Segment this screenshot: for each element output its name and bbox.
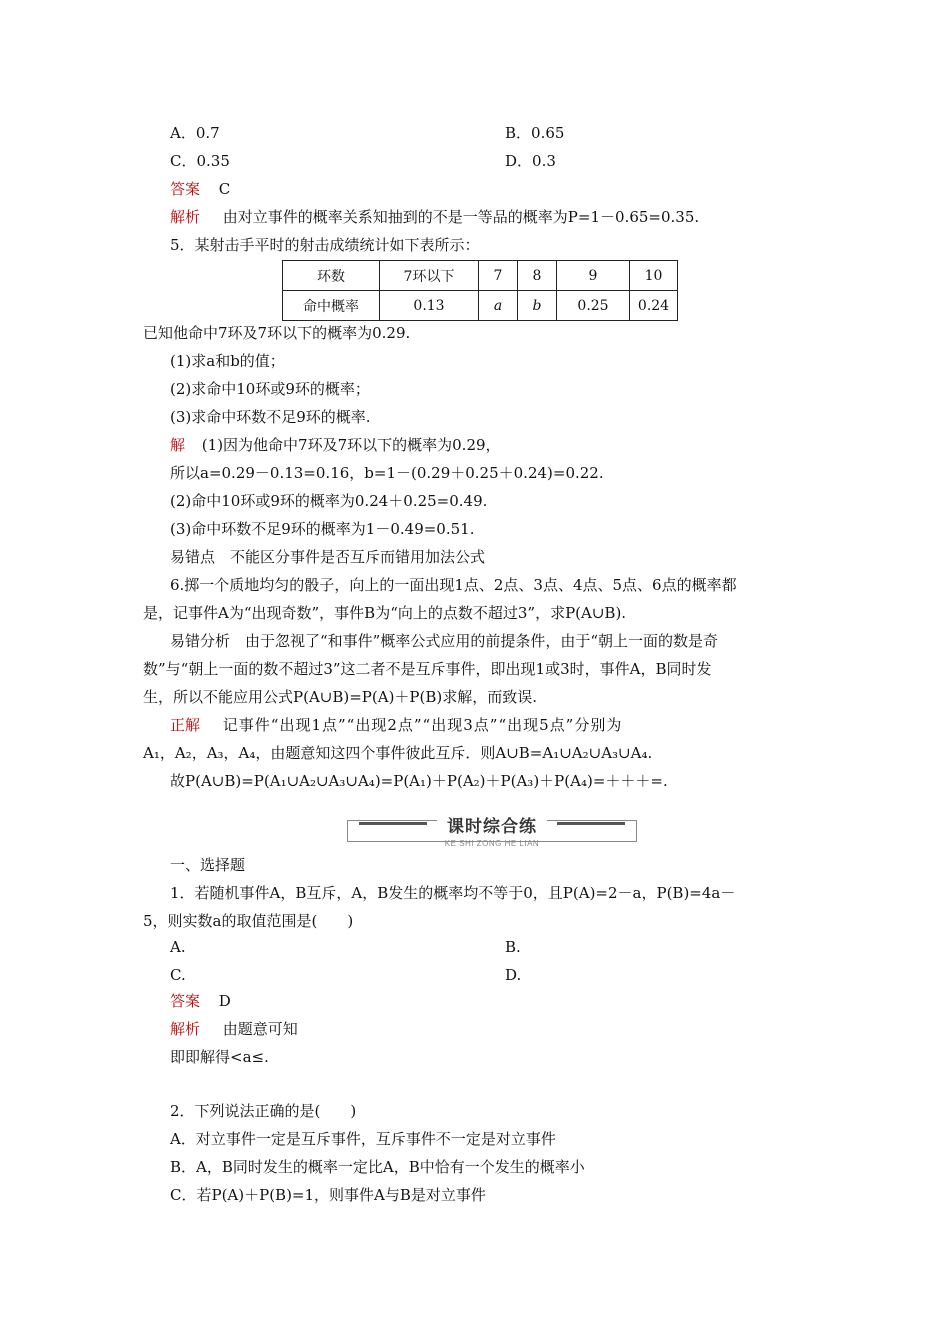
p1-option-d: D. (505, 966, 522, 984)
section-banner (347, 812, 637, 848)
q5-solution-line2: 所以a=0.29－0.13=0.16，b=1－(0.29＋0.25＋0.24)=0.22. (170, 464, 604, 482)
pitfall-analysis-line3: 生，所以不能应用公式P(A∪B)=P(A)＋P(B)求解，而致误. (143, 688, 538, 706)
q6-line2: 是，记事件A为“出现奇数”，事件B为“向上的点数不超过3”，求P(A∪B). (143, 604, 627, 622)
banner-title: 课时综合练 (437, 812, 547, 834)
table-cell: 0.25 (557, 291, 630, 321)
p1-answer-line (170, 991, 231, 1011)
solution-text: (1)因为他命中7环及7环以下的概率为0.29， (201, 436, 501, 454)
correct-solution-line1 (170, 715, 622, 735)
section-title: 一、选择题 (170, 856, 246, 874)
correct-solution-line2: A₁，A₂，A₃，A₄，由题意知这四个事件彼此互斥．则A∪B=A₁∪A₂∪A₃∪A₄. (143, 744, 653, 762)
table-cell: 7环以下 (380, 261, 479, 291)
correct-label: 正解 (170, 716, 201, 734)
q5-part1: (1)求a和b的值； (170, 352, 285, 370)
p1-option-c: C. (170, 966, 186, 984)
q4-analysis-line (170, 207, 699, 227)
q5-stem: 5．某射击手平时的射击成绩统计如下表所示： (170, 236, 480, 254)
banner-subtitle: KE SHI ZONG HE LIAN (444, 839, 540, 848)
q4-option-d: D．0.3 (505, 152, 556, 170)
q4-option-b: B．0.65 (505, 124, 565, 142)
q4-option-c: C．0.35 (170, 152, 230, 170)
solution-label: 解 (170, 436, 186, 454)
table-cell: 8 (518, 261, 557, 291)
p1-line2: 5，则实数a的取值范围是( ) (143, 912, 354, 930)
p2-option-c: C．若P(A)＋P(B)=1，则事件A与B是对立事件 (170, 1186, 486, 1204)
banner-bar-left (359, 822, 427, 825)
q5-solution-line3: (2)命中10环或9环的概率为0.24＋0.25=0.49. (170, 492, 488, 510)
table-row (283, 291, 678, 321)
q5-solution-line4: (3)命中环数不足9环的概率为1－0.49=0.51. (170, 520, 475, 538)
answer-label: 答案 (170, 992, 201, 1010)
pitfall-title: 易错点 不能区分事件是否互斥而错用加法公式 (170, 548, 486, 566)
table-cell: 环数 (283, 261, 380, 291)
answer-value: C (218, 180, 231, 198)
table-cell: a (479, 291, 518, 321)
q5-given: 已知他命中7环及7环以下的概率为0.29. (143, 324, 411, 342)
q5-solution-line1 (170, 435, 501, 455)
p2-stem: 2．下列说法正确的是( ) (170, 1102, 357, 1120)
q6-line1: 6.掷一个质地均匀的骰子，向上的一面出现1点、2点、3点、4点、5点、6点的概率都 (170, 576, 737, 594)
p1-option-a: A. (170, 938, 186, 956)
table-cell: 9 (557, 261, 630, 291)
p1-analysis-line (170, 1019, 298, 1039)
table-cell: b (518, 291, 557, 321)
analysis-label: 解析 (170, 208, 201, 226)
pitfall-analysis-line2: 数”与“朝上一面的数不超过3”这二者不是互斥事件，即出现1或3时，事件A，B同时发 (143, 660, 712, 678)
table-row (283, 261, 678, 291)
correct-text: 记事件“出现1点”“出现2点”“出现3点”“出现5点”分别为 (222, 716, 623, 734)
table-cell: 7 (479, 261, 518, 291)
p1-result: 即即解得<a≤. (170, 1048, 269, 1066)
answer-value: D (218, 992, 231, 1010)
answer-label: 答案 (170, 180, 201, 198)
p2-option-a: A．对立事件一定是互斥事件，互斥事件不一定是对立事件 (170, 1130, 556, 1148)
analysis-text: 由题意可知 (222, 1020, 298, 1038)
p2-option-b: B．A，B同时发生的概率一定比A，B中恰有一个发生的概率小 (170, 1158, 585, 1176)
table-cell: 命中概率 (283, 291, 380, 321)
correct-solution-line3: 故P(A∪B)=P(A₁∪A₂∪A₃∪A₄)=P(A₁)＋P(A₂)＋P(A₃)＋P(A₄)=＋＋＋=. (170, 772, 668, 790)
p1-line1: 1．若随机事件A，B互斥，A，B发生的概率均不等于0，且P(A)=2－a，P(B)=4a－ (170, 884, 736, 902)
table-cell: 0.13 (380, 291, 479, 321)
q5-part3: (3)求命中环数不足9环的概率. (170, 408, 371, 426)
q4-answer-line (170, 179, 230, 199)
table-cell: 0.24 (630, 291, 678, 321)
pitfall-analysis-line1: 易错分析 由于忽视了“和事件”概率公式应用的前提条件，由于“朝上一面的数是奇 (170, 632, 719, 650)
banner-bar-right (557, 822, 625, 825)
p1-option-b: B. (505, 938, 521, 956)
q4-option-a: A．0.7 (170, 124, 220, 142)
analysis-label: 解析 (170, 1020, 201, 1038)
shooting-table (282, 260, 678, 321)
analysis-text: 由对立事件的概率关系知抽到的不是一等品的概率为P=1－0.65=0.35. (222, 208, 700, 226)
table-cell: 10 (630, 261, 678, 291)
q5-part2: (2)求命中10环或9环的概率； (170, 380, 370, 398)
